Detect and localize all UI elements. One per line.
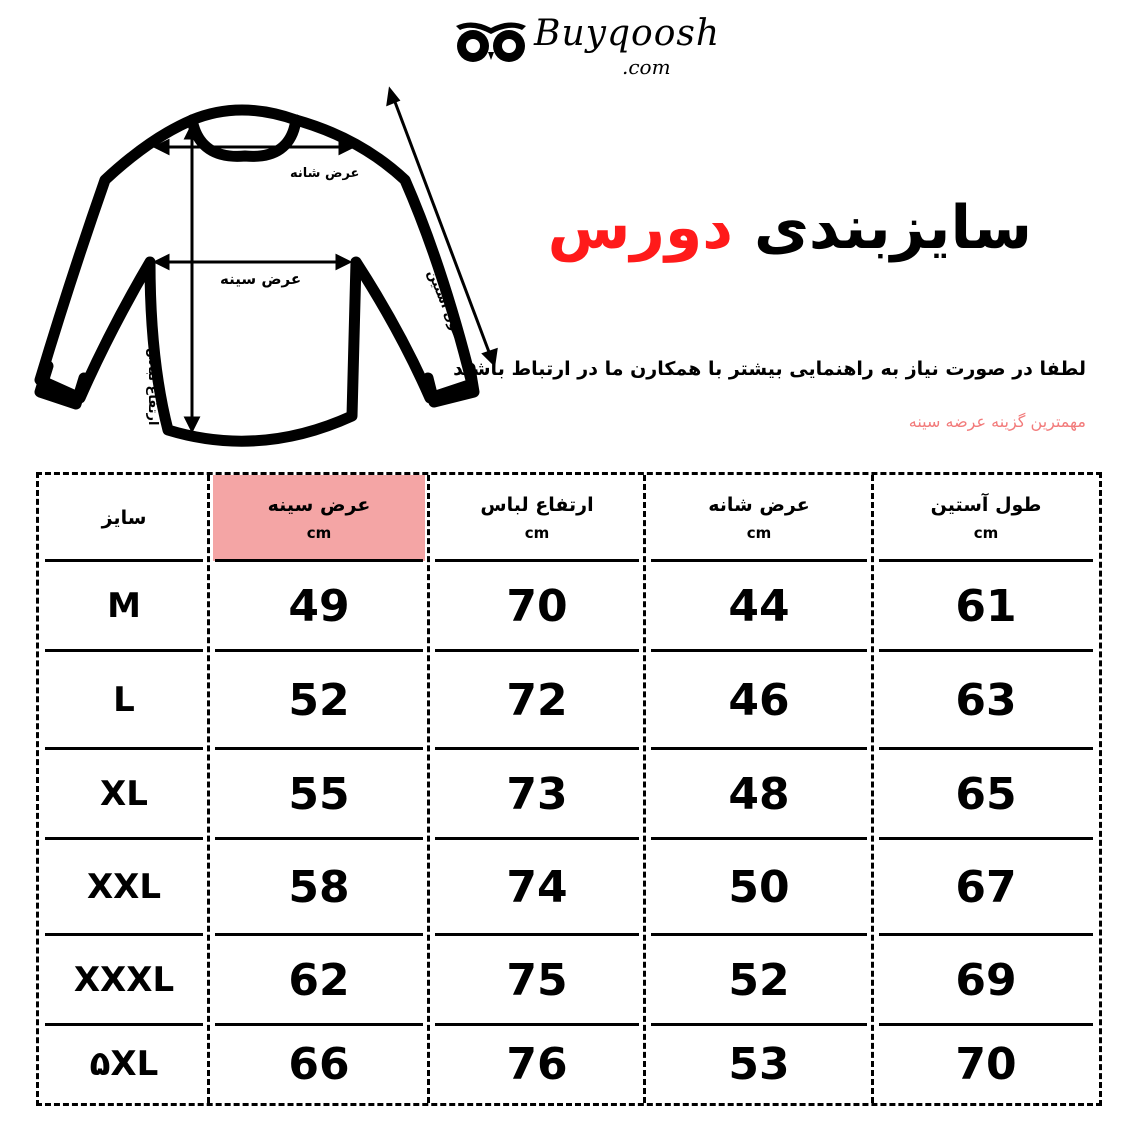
- sleeve-label: طول آستین: [424, 268, 467, 344]
- header-cell: [873, 475, 1099, 561]
- column-divider: [871, 475, 874, 1103]
- value-cell: 55: [288, 768, 350, 820]
- row-divider: [215, 1023, 423, 1026]
- shoulder-label: عرض شانه: [290, 166, 360, 181]
- header-label: عرض سینه: [267, 494, 371, 516]
- row-divider: [435, 837, 639, 840]
- row-divider: [651, 559, 867, 562]
- value-cell: 44: [728, 580, 790, 632]
- value-cell: 53: [728, 1038, 790, 1090]
- column-divider: [427, 475, 430, 1103]
- important-hint: مهمترین گزینه عرضه سینه: [908, 412, 1086, 431]
- row-divider: [215, 649, 423, 652]
- value-cell: 62: [288, 954, 350, 1006]
- value-cell: 70: [955, 1038, 1017, 1090]
- brand-logo: [452, 10, 721, 85]
- value-cell: 73: [506, 768, 568, 820]
- help-note: لطفا در صورت نیاز به راهنمایی بیشتر با همکارن ما در ارتباط باشید: [453, 358, 1086, 380]
- value-cell: 74: [506, 861, 568, 913]
- header-label: سایز: [101, 507, 147, 529]
- header-unit: cm: [524, 524, 550, 542]
- value-cell: 52: [288, 674, 350, 726]
- row-divider: [651, 747, 867, 750]
- row-divider: [879, 649, 1093, 652]
- row-divider: [435, 649, 639, 652]
- value-cell: 75: [506, 954, 568, 1006]
- size-cell: L: [113, 680, 135, 720]
- header-label: عرض شانه: [708, 494, 810, 516]
- title-main: سایزبندی: [753, 193, 1032, 263]
- page-title: [548, 188, 1032, 268]
- size-cell: ۵XL: [89, 1044, 159, 1084]
- value-cell: 66: [288, 1038, 350, 1090]
- row-divider: [879, 559, 1093, 562]
- header-unit: cm: [306, 524, 332, 542]
- row-divider: [651, 649, 867, 652]
- header-cell: [645, 475, 873, 561]
- row-divider: [435, 1023, 639, 1026]
- value-cell: 76: [506, 1038, 568, 1090]
- value-cell: 50: [728, 861, 790, 913]
- row-divider: [435, 933, 639, 936]
- row-divider: [45, 933, 203, 936]
- row-divider: [45, 1023, 203, 1026]
- row-divider: [45, 747, 203, 750]
- row-divider: [45, 649, 203, 652]
- value-cell: 49: [288, 580, 350, 632]
- brand-domain: .com: [622, 55, 671, 79]
- row-divider: [435, 747, 639, 750]
- height-label: ارتفاع لباس: [145, 348, 160, 426]
- value-cell: 65: [955, 768, 1017, 820]
- size-cell: XXXL: [73, 960, 175, 1000]
- header-cell: [39, 475, 209, 561]
- row-divider: [651, 837, 867, 840]
- header-cell: [213, 475, 425, 561]
- chest-label: عرض سینه: [220, 270, 302, 288]
- value-cell: 70: [506, 580, 568, 632]
- size-cell: XL: [100, 774, 148, 814]
- row-divider: [215, 747, 423, 750]
- value-cell: 48: [728, 768, 790, 820]
- column-divider: [643, 475, 646, 1103]
- brand-name: Buyqoosh: [534, 13, 721, 54]
- header-unit: cm: [973, 524, 999, 542]
- value-cell: 69: [955, 954, 1017, 1006]
- row-divider: [45, 559, 203, 562]
- owl-eyes-icon: [452, 18, 530, 64]
- value-cell: 67: [955, 861, 1017, 913]
- header-label: ارتفاع لباس: [480, 494, 594, 516]
- value-cell: 63: [955, 674, 1017, 726]
- sweater-diagram: [0, 80, 520, 460]
- row-divider: [651, 933, 867, 936]
- size-table: [36, 472, 1102, 1106]
- row-divider: [879, 747, 1093, 750]
- row-divider: [45, 837, 203, 840]
- title-accent: دورس: [547, 193, 734, 263]
- table-grid: [39, 475, 1099, 1103]
- row-divider: [435, 559, 639, 562]
- header-cell: [429, 475, 645, 561]
- value-cell: 46: [728, 674, 790, 726]
- header-label: طول آستین: [930, 494, 1042, 516]
- header-unit: cm: [746, 524, 772, 542]
- value-cell: 52: [728, 954, 790, 1006]
- value-cell: 61: [955, 580, 1017, 632]
- row-divider: [215, 837, 423, 840]
- row-divider: [651, 1023, 867, 1026]
- row-divider: [215, 933, 423, 936]
- row-divider: [215, 559, 423, 562]
- row-divider: [879, 933, 1093, 936]
- value-cell: 58: [288, 861, 350, 913]
- value-cell: 72: [506, 674, 568, 726]
- size-cell: XXL: [86, 867, 162, 907]
- column-divider: [207, 475, 210, 1103]
- row-divider: [879, 1023, 1093, 1026]
- size-cell: M: [107, 586, 141, 626]
- row-divider: [879, 837, 1093, 840]
